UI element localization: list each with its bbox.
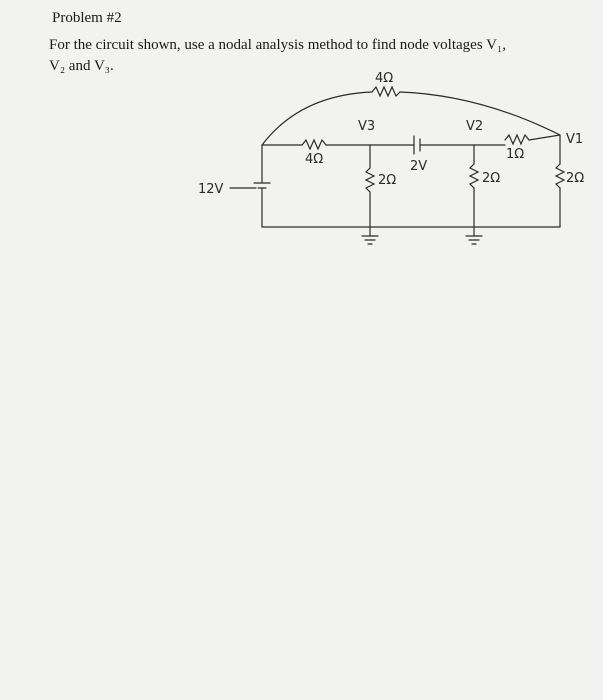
label-v3: V3 — [358, 119, 376, 134]
label-r-right: 1Ω — [506, 147, 525, 162]
problem-text-line-2: V₂ and V₃. — [49, 58, 114, 74]
problem-text-line-1: For the circuit shown, use a nodal analysis method to find node voltages V₁, — [49, 37, 506, 53]
top-resistor — [372, 87, 400, 96]
v1-down-resistor — [556, 164, 564, 188]
label-v1: V1 — [566, 132, 584, 147]
label-r-v3: 2Ω — [378, 173, 397, 188]
left-resistor — [302, 140, 326, 149]
wire-r1-to-v1 — [529, 135, 560, 140]
top-arc-wire — [262, 92, 372, 145]
label-r-top: 4Ω — [375, 71, 394, 86]
label-2v: 2V — [410, 159, 428, 174]
ground-v2 — [466, 236, 482, 244]
v3-down-resistor — [366, 168, 374, 192]
v2-down-resistor — [470, 164, 478, 188]
label-r-v2: 2Ω — [482, 171, 501, 186]
label-r-left: 4Ω — [305, 152, 324, 167]
right-resistor — [505, 135, 529, 144]
problem-title: Problem #2 — [52, 10, 122, 26]
label-v2: V2 — [466, 119, 484, 134]
label-r-v1: 2Ω — [566, 171, 585, 186]
ground-v3 — [362, 236, 378, 244]
label-12v: 12V — [198, 182, 224, 197]
